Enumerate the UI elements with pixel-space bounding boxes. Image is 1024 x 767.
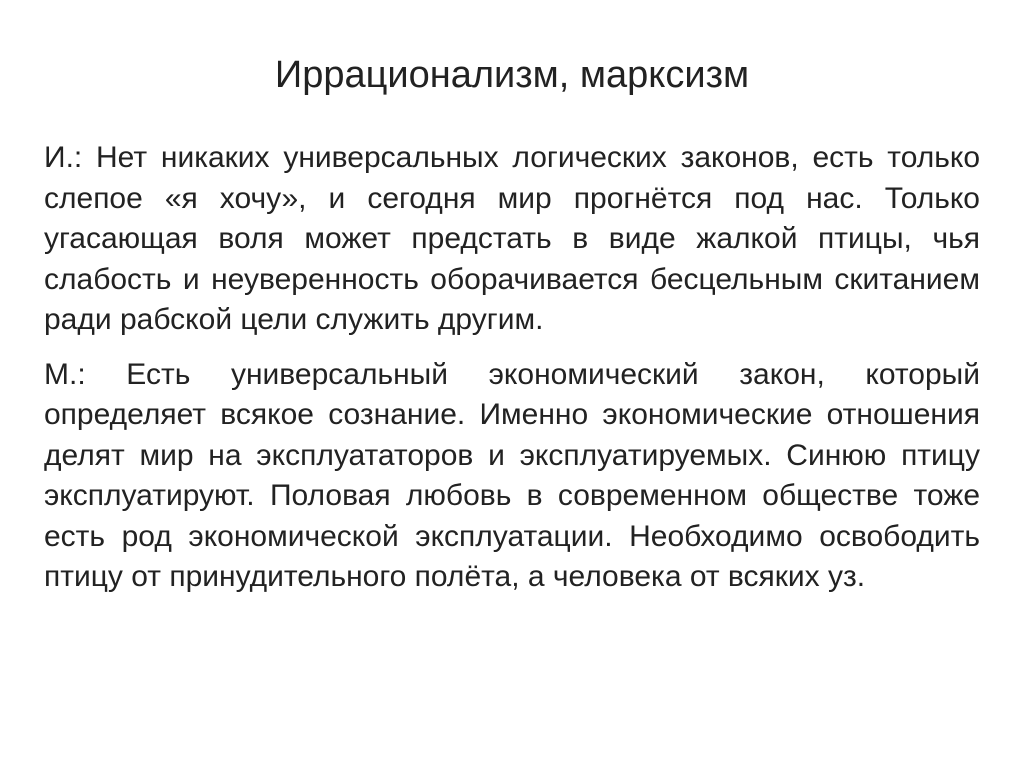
paragraph-marxism: М.: Есть универсальный экономический закон, который определяет всякое сознание. Именно экономические отношения делят мир на эксплуататоров и эксплуатируемых. Синюю птицу эксплуатируют. Половая любовь в современном обществе тоже есть род экономической эксплуатации. Необходимо освободить птицу от принудительного полёта, а человека от всяких уз.: [44, 357, 980, 593]
paragraph-irrationalism: И.: Нет никаких универсальных логических законов, есть только слепое «я хочу», и сегодня мир прогнётся под нас. Только угасающая воля может предстать в виде жалкой птицы, чья слабость и неуверенность оборачивается бесцельным скитанием ради рабской цели служить другим.: [44, 141, 980, 336]
slide-body: [44, 138, 980, 598]
slide-title: Иррационализм, марксизм: [274, 54, 750, 96]
